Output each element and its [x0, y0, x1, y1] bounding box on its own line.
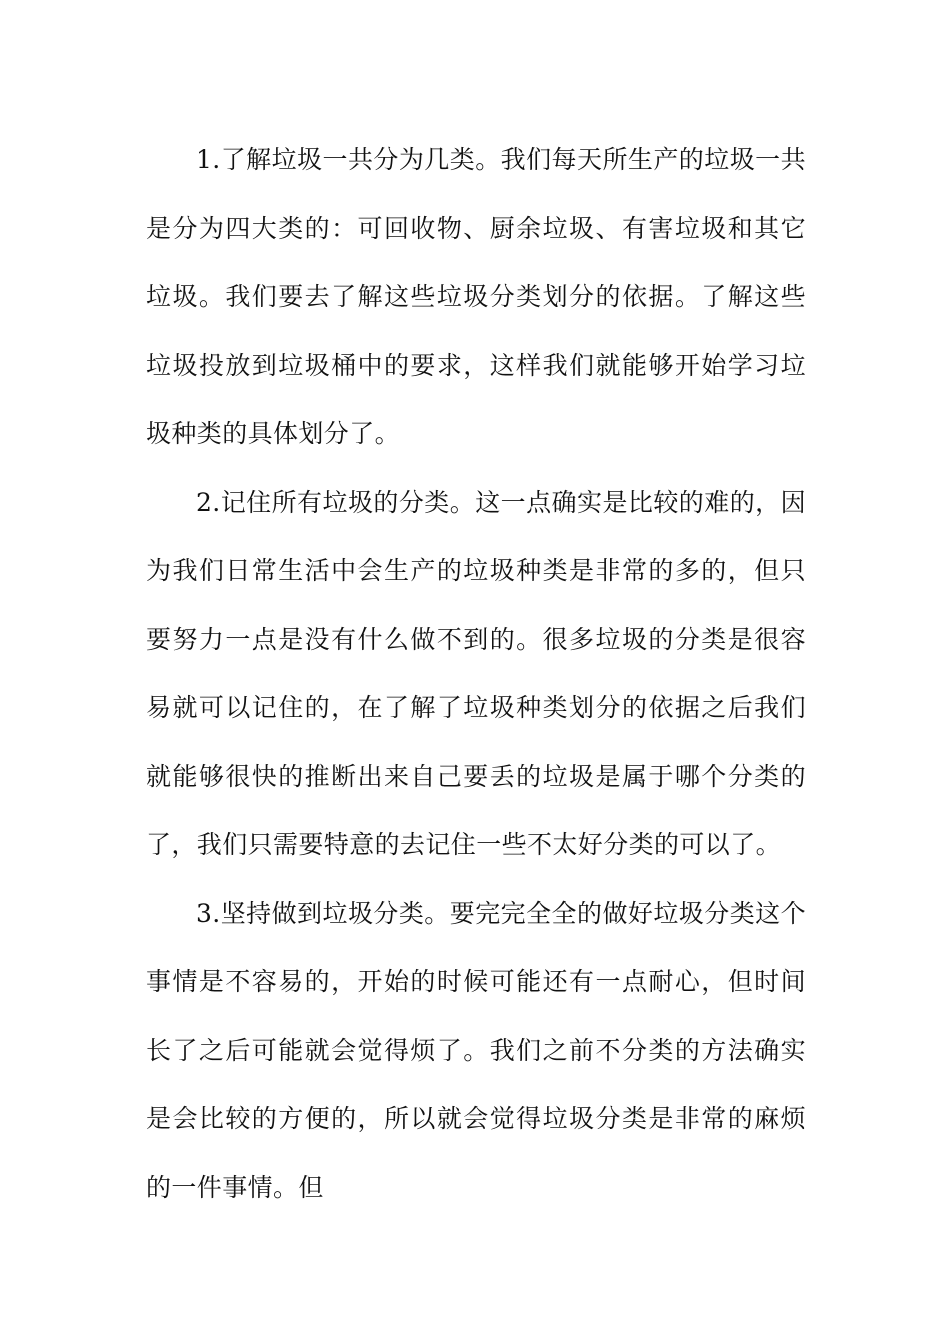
paragraph-2: 2.记住所有垃圾的分类。这一点确实是比较的难的，因为我们日常生活中会生产的垃圾种类是非常的多的，但只要努力一点是没有什么做不到的。很多垃圾的分类是很容易就可以记住的，在了解了垃圾种类划分的依据之后我们就能够很快的推断出来自己要丢的垃圾是属于哪个分类的了，我们只需要特意的去记住一些不太好分类的可以了。	[146, 487, 806, 859]
paragraph-3: 3.坚持做到垃圾分类。要完完全全的做好垃圾分类这个事情是不容易的，开始的时候可能还有一点耐心，但时间长了之后可能就会觉得烦了。我们之前不分类的方法确实是会比较的方便的，所以就会觉得垃圾分类是非常的麻烦的一件事情。但	[146, 898, 806, 1202]
paragraph-1: 1.了解垃圾一共分为几类。我们每天所生产的垃圾一共是分为四大类的：可回收物、厨余垃圾、有害垃圾和其它垃圾。我们要去了解这些垃圾分类划分的依据。了解这些垃圾投放到垃圾桶中的要求，这样我们就能够开始学习垃圾种类的具体划分了。	[146, 145, 806, 448]
document-body	[146, 126, 806, 1222]
